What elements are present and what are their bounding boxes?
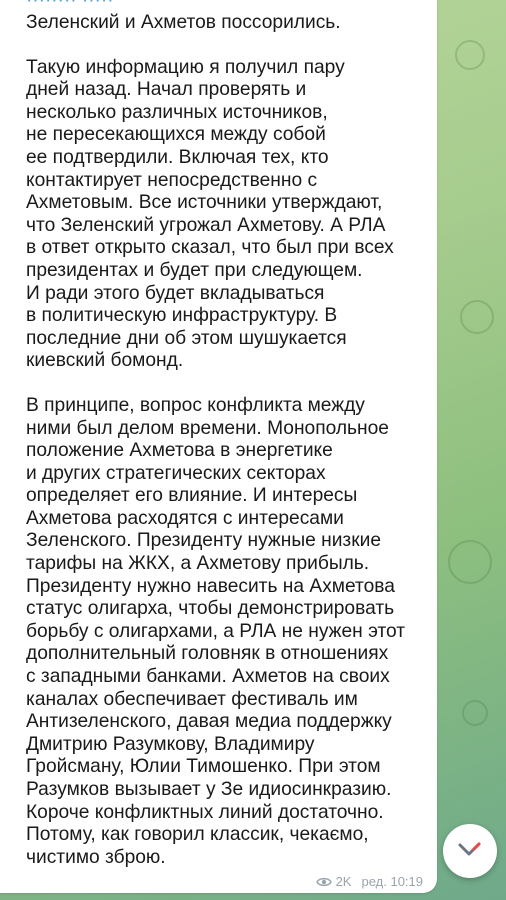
views-count: 2K — [335, 874, 352, 889]
message-meta — [316, 874, 423, 889]
top-link-partial[interactable]: ········ ····· — [26, 0, 114, 11]
wallpaper-doodle — [448, 540, 492, 584]
chevron-down-icon — [457, 839, 483, 864]
wallpaper-doodle — [460, 300, 494, 334]
eye-icon — [316, 876, 332, 888]
wallpaper-doodle — [455, 40, 485, 70]
scroll-down-button[interactable] — [443, 824, 497, 878]
wallpaper-doodle — [462, 700, 488, 726]
post-title: Зеленский и Ахметов поссорились. — [26, 12, 341, 33]
edited-time: ред. 10:19 — [361, 874, 423, 889]
post-paragraph-2: В принципе, вопрос конфликта между ними был делом времени. Монопольное положение Ахметова в энергетике и других стратегических секторах определяет его влияние. И интересы Ахметова расходятся с интересами Зеленского. Президенту нужные низкие тарифы на ЖКХ, а Ахметову прибыль. Президенту нужно навесить на Ахметова статус олигарха, чтобы демонстрировать борьбу с олигархами, а РЛА не нужен этот дополнительный головняк в отношениях с западными банками. Ахметов на своих каналах обеспечивает фестиваль им Антизеленского, давая медиа поддержку Дмитрию Разумкову, Владимиру Гройсману, Юлии Тимошенко. При этом Разумков вызывает у Зе идиосинкразию. Короче конфликтных линий достаточно. Потому, как говорил классик, чекаємо, чистимо зброю. — [26, 394, 406, 868]
post-paragraph-1: Такую информацию я получил пару дней назад. Начал проверять и несколько различных источников, не пересекающихся между собой ее подтвердили. Включая тех, кто контактирует непосредственно с Ахметовым. Все источники утверждают, что Зеленский угрожал Ахметову. А РЛА в ответ открыто сказал, что был при всех президентах и будет при следующем. И ради этого будет вкладываться в политическую инфраструктуру. В последние дни об этом шушукается киевский бомонд. — [26, 56, 394, 372]
